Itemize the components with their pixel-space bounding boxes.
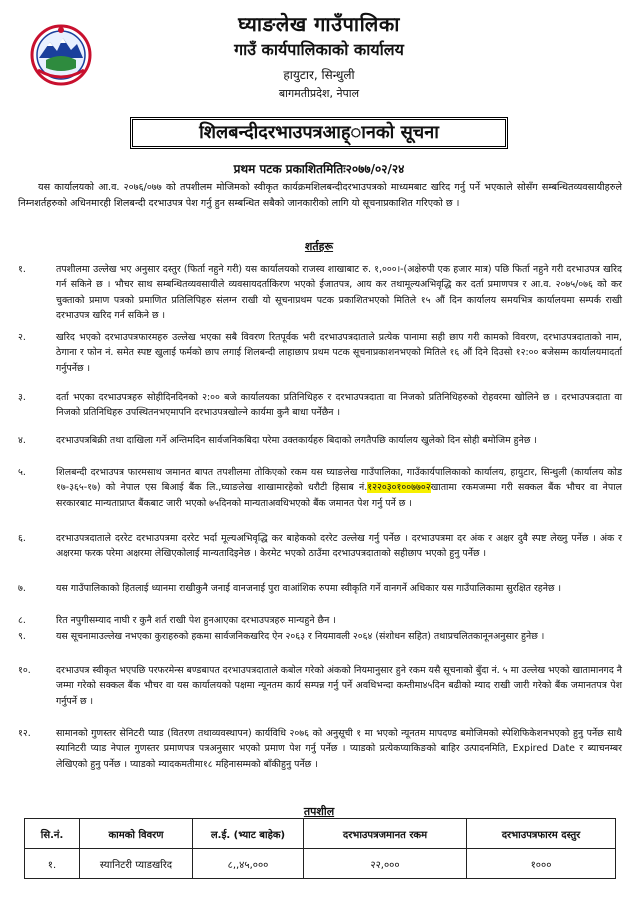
- term-text: दरभाउपत्र स्वीकृत भएपछि परफरमेन्स बण्डबापत दरभाउपत्रदाताले कबोल गरेको अंकको नियमानुसार हुने रकम यसै सूचनाको बुँदा नं. ५ मा उल्लेख भएको खातामानगद नै जम्मा गरेको सक्कल बैंक भौचर वा यस कार्यालयको पक्षमा न्यूनतम कार्य सम्पन्न गर्नु पर्ने अवधिभन्दा कम्तीमा४५दिन बढीको म्याद राखी जारी गरेको बैंक जमानतपत्र पेश गर्नुपर्ने छ ।: [56, 665, 622, 707]
- term-number: ६.: [18, 533, 26, 544]
- term-number: २.: [18, 332, 26, 343]
- municipality-name: घ्याङलेख गाउँपालिका: [238, 12, 400, 36]
- first-published-date: प्रथम पटक प्रकाशितमितिः२०७७/०२/२४: [233, 162, 405, 176]
- table-cell: ८,,४५,०००: [193, 849, 304, 879]
- table-header-row: [25, 819, 616, 849]
- term-number: १.: [18, 264, 26, 275]
- term-number: ५.: [18, 467, 26, 478]
- term-number: ७.: [18, 583, 26, 594]
- term-text: रित नपुगीसम्याद नाघी र कुनै शर्त राखी पेश हुनआएका दरभाउपत्रहरु मान्यहुने छैन ।: [56, 615, 336, 626]
- details-table: [24, 818, 616, 879]
- term-text: दरभाउपत्रदाताले दररेट दरभाउपत्रमा दररेट भर्दा मूल्यअभिवृद्धि कर बाहेकको दररेट उल्लेख गर्नु पर्नेछ । दरभाउपत्रमा दर अंक र अक्षर दुवै स्पष्ट लेख्नु पर्नेछ । अंक र अक्षरमा फरक परेमा अक्षरमा लेखिएकोलाई मान्यतादिइनेछ । केरमेट भएको ठाउँमा दरभाउपत्रदाताको सहीछाप भएको हुनु पर्नेछ ।: [56, 533, 622, 560]
- column-header: कामको विवरण: [80, 819, 193, 849]
- table-cell: १.: [25, 849, 80, 879]
- term-text: दरभाउपत्रबिक्री तथा दाखिला गर्ने अन्तिमदिन सार्वजनिकबिदा परेमा उक्तकार्यहरु बिदाको लगतैपछि कार्यालय खुलेको दिन सोही बमोजिम हुनेछ ।: [56, 435, 537, 446]
- term-text: सामानको गुणस्तर सेनिटरी प्याड (वितरण तथाव्यवस्थापन) कार्यविधि २०७६ को अनुसूची १ मा भएको न्यूनतम मापदण्ड बमोजिमको स्पेशिफिकेशनभएको हुनु पर्नेछ साथै स्यानिटरी प्याड नेपाल गुणस्तर प्रमाणपत्र पत्रअनुसार भएको प्रमाण पेश गर्नु पर्नेछ । प्याडको प्रत्येकप्याकिङको बाहिर उत्पादनमिति, Expired Date र ब्याचनम्बर लेखिएको हुनु पर्नेछ । प्याडको म्यादकमतीमा१८ महिनासम्मको बाँकीहुनु पर्नेछ ।: [56, 728, 622, 770]
- terms-heading: शर्तहरू: [304, 240, 334, 253]
- office-name: गाउँ कार्यपालिकाको कार्यालय: [234, 40, 404, 59]
- column-header: दरभाउपत्रफारम दस्तुर: [467, 819, 616, 849]
- term-number: १२.: [18, 728, 31, 739]
- term-number: ८.: [18, 615, 26, 626]
- table-row: [25, 849, 616, 879]
- term-item: [18, 581, 622, 596]
- column-header: सि.नं.: [25, 819, 80, 849]
- term-item: [18, 262, 622, 323]
- term-item: [18, 726, 622, 772]
- term-text: तपशीलमा उल्लेख भए अनुसार दस्तुर (फिर्ता नहुने गरी) यस कार्यालयको राजस्व शाखाबाट रु. १,०००।-(अक्षेरुपी एक हजार मात्र) पछि फिर्ता नहुने गरी दरभाउपत्र खरिद गर्न सकिने छ । भौचर साथ सम्बन्धितव्यवसायीले व्यवसायदर्ताकिरण भएको ईजातपत्र, आय कर तथामूल्यअभिवृद्धि कर दर्ता प्रमाणपत्र र आ.व. २०७५/०७६ को कर चुक्ताको प्रमाण पत्रको प्रमाणित प्रतिलिपिहरु संलग्न राखी यो सूचनाप्रथम पटक प्रकाशितभएको मितिले १५ औं दिन कार्यालय समयभित्र कार्यालयमा सम्पर्क राखी दरभाउपत्र खरिद गर्न सकिने छ ।: [56, 264, 622, 321]
- term-text: यस गाउँपालिकाको हितलाई ध्यानमा राखीकुनै जनाई वानजनाई पुरा वाआंशिक रुपमा स्वीकृति गर्ने वानगर्ने अधिकार यस गाउँपालिकामा सुरक्षित रहनेछ ।: [56, 583, 562, 594]
- term-item: [18, 531, 622, 562]
- table-cell: १०००: [467, 849, 616, 879]
- letterhead: [0, 4, 638, 116]
- term-text-pre: शिलबन्दी दरभाउपत्र फारमसाथ जमानत बापत तपशीलमा तोकिएको रकम यस घ्याङलेख गाउँपालिका, गाउँकार्यपालिकाको कार्यालय, हायुटार, सिन्धुली (कार्यालय कोड १७-३६५-१७) को नेपाल एस बिआई बैंक लि.,घ्याङलेख शाखामारहेको धरौटी हिसाब नं.: [56, 467, 622, 494]
- term-item: [18, 663, 622, 709]
- term-number: ३.: [18, 392, 26, 403]
- term-text: दर्ता भएका दरभाउपत्रहरु सोहीदिनदिनको २:०० बजे कार्यालयका प्रतिनिधिहरु र दरभाउपत्रदाता वा निजको प्रतिनिधिहरुको रोहवरमा खोलिने छ । दरभाउपत्रदाता वा निजको प्रतिनिधिहरु उपस्थितनभएमापनि दरभाउपत्रखोल्ने कार्यमा कुनै बाधा पर्नेछैन ।: [56, 392, 622, 419]
- term-number: ४.: [18, 435, 26, 446]
- notice-title: शिलबन्दीदरभाउपत्रआह्ानको सूचना: [130, 117, 508, 149]
- term-text: खरिद भएको दरभाउपत्रफारमहरु उल्लेख भएका सबै विवरण रितपूर्वक भरी दरभाउपत्रदाताले प्रत्येक पानामा सही छाप गरी कामको विवरण, दरभाउपत्रदाताको नाम, ठेगाना र फोन नं. समेत स्पष्ट खुलाई फर्मको छाप लगाई शिलबन्दी लाहाछाप प्रथम पटक सूचनाप्रकाशनभएको मितिले १६ औं दिने दिउसो १२:०० बजेसम्म कार्यालयमादर्ता गर्नुपर्नेछ ।: [56, 332, 622, 374]
- table-cell: २२,०००: [304, 849, 467, 879]
- term-item: [18, 629, 622, 644]
- table-cell: स्यानिटरी प्याडखरिद: [80, 849, 193, 879]
- details-heading: तपशील: [303, 805, 335, 818]
- office-address: हायुटार, सिन्धुली: [283, 68, 355, 82]
- province-country: बागमतीप्रदेश, नेपाल: [278, 87, 360, 100]
- column-header: दरभाउपत्रजमानत रकम: [304, 819, 467, 849]
- term-item: [18, 613, 622, 628]
- column-header: ल.ई. (भ्याट बाहेक): [193, 819, 304, 849]
- account-number-highlight: १२२०३०१००७७०२: [367, 482, 431, 494]
- intro-paragraph: यस कार्यालयको आ.व. २०७६/०७७ को तपशीलम मोजिमको स्वीकृत कार्यक्रमशिलबन्दीदरभाउपत्रको माध्यमबाट खरिद गर्नु पर्ने भएकाले सोसँग सम्बन्धितव्यवसायीहरुले निम्नशर्तहरुको अधिनमारही शिलबन्दी दरभाउपत्र पेश गर्नु हुन सम्बन्धित सबैको जानकारीको लागि यो सूचनाप्रकाशित गरिएको छ ।: [18, 182, 622, 209]
- term-item: [18, 465, 622, 511]
- term-number: १०.: [18, 665, 31, 676]
- term-item: [18, 330, 622, 376]
- term-item: [18, 390, 622, 421]
- term-text: [56, 465, 622, 511]
- term-number: ९.: [18, 631, 26, 642]
- term-text-post: खातामा रकमजम्मा गरी सक्कल बैंक भौचर वा नेपाल सरकारबाट मान्यताप्राप्त बैंकबाट जारी भएको ७५दिनको मान्यताअवधिभएको बैंक जमानत पेश गर्नु पर्ने छ ।: [56, 482, 622, 509]
- term-item: [18, 433, 622, 448]
- term-text: यस सूचनामाउल्लेख नभएका कुराहरुको हकमा सार्वजनिकखरिद ऐन २०६३ र नियमावली २०६४ (संशोधन सहित) तथाप्रचलितकानूनअनुसार हुनेछ ।: [56, 631, 545, 642]
